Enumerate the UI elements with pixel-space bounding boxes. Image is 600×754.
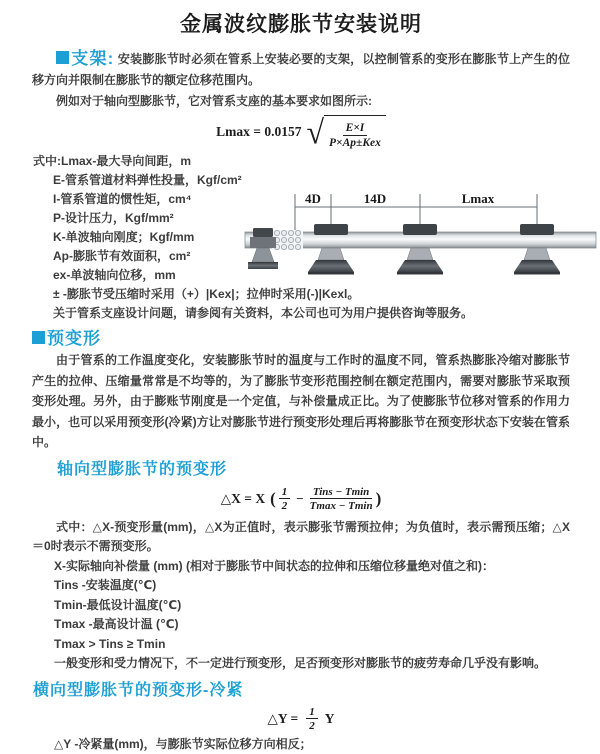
definition-line: X-实际轴向补偿量 (mm) (相对于膨胀节中间状态的拉伸和压缩位移量绝对值之和)：: [54, 558, 494, 573]
axial-heading: 轴向型膨胀节的预变形: [57, 460, 228, 478]
guide-support: [308, 224, 354, 275]
section-support: [32, 48, 570, 112]
half-fraction: $\frac{1}{2}$: [279, 486, 291, 512]
definition-line: ex-单波轴向位移，mm: [53, 268, 176, 282]
support-intro-text: 安装膨胀节时必须在管系上安装必要的支架，以控制管系的变形在膨胀节上产生的位移方向并限制在膨胀节的额定位移范围内。: [32, 52, 570, 87]
section-preform: [32, 327, 570, 453]
definition-line: Tmax > Tins ≥ Tmin: [54, 636, 166, 651]
definition-line: K-单波轴向刚度；Kgf/mm: [53, 230, 195, 244]
open-paren: (: [270, 488, 276, 508]
preform-paragraph: 由于管系的工作温度变化，安装膨胀节时的温度与工作时的温度不同，管系热膨胀冷缩对膨胀节产生的拉伸、压缩量常常是不均等的，为了膨胀节变形范围控制在额定范围内，需要对膨胀节采取预变形处理。另外，由于膨账节刚度是一个定值，与补偿量成正比。为了使膨胀节位移对管系的作用力最小，也可以采用预变形(冷紧)方让对膨胀节进行预变形处理后再将膨胀节在预变形状态下安装在管系中。: [32, 353, 570, 449]
axial-formula-lhs: △X = X: [220, 490, 266, 506]
axial-definitions: [32, 557, 570, 674]
dim-label-lmax: Lmax: [461, 191, 495, 206]
close-paren: ): [375, 488, 382, 508]
preform-heading: 预变形: [47, 329, 101, 348]
page-title: 金属波纹膨胀节安装说明: [180, 13, 422, 36]
section-bullet-icon: [32, 331, 45, 344]
section-bullet-icon: [56, 51, 69, 64]
definition-line: Tmin-最低设计温度(℃): [54, 597, 182, 612]
lateral-note: △Y -冷紧量(mm)，与膨胀节实际位移方向相反；: [54, 736, 312, 751]
half-fraction: $\frac{1}{2}$: [306, 706, 318, 732]
definition-line: 式中:Lmax-最大导向间距，m: [33, 154, 192, 168]
support-heading: 支架:: [71, 49, 115, 68]
sqrt-symbol: √: [306, 113, 325, 151]
pipe-support-diagram: [243, 186, 599, 294]
lateral-formula: [32, 705, 570, 733]
preform-heading-line: [32, 327, 570, 350]
bellows-icon: [272, 230, 303, 250]
lmax-numerator: E×I: [343, 122, 368, 136]
lmax-formula-lhs: Lmax = 0.0157: [216, 124, 302, 139]
guide-support: [397, 224, 443, 275]
minus-operator: −: [296, 490, 304, 506]
support-paragraph-2: 例如对于轴向型膨胀节，它对管系支座的基本要求如图所示:: [56, 94, 372, 108]
lmax-denominator: P×Ap±Kex: [329, 137, 381, 149]
definition-line: Ap-膨胀节有效面积，cm²: [53, 249, 191, 263]
definition-line: Tmax -最高设计温 (℃): [54, 617, 179, 631]
definition-line: Tins -安装温度(℃): [54, 578, 157, 592]
definition-line: I-管系管道的惯性矩，cm⁴: [53, 192, 192, 206]
lmax-radicand: [324, 115, 386, 150]
axial-formula-explanation: 式中：△X-预变形量(mm)，△X为正值时，表示膨张节需预拉伸；为负值时，表示需预压缩；△X＝0时表示不需预变形。: [32, 519, 570, 553]
axial-note: 一般变形和受力情况下，不一定进行预变形，足否预变形对膨胀节的疲劳寿命几乎没有影响。: [54, 656, 547, 670]
dim-label-4d: 4D: [305, 191, 321, 206]
service-note: 关于管系支座设计问题，请参阅有关资料，本公司也可为用户提供咨询等服务。: [53, 306, 474, 320]
lmax-formula: [32, 113, 570, 151]
definition-line: E-管系管道材料弹性投量，Kgf/cm²: [53, 173, 242, 187]
dim-label-14d: 14D: [363, 191, 387, 206]
axial-formula: [32, 483, 570, 515]
pm-note: ± -膨胀节受压缩时采用（+）|Kex|；拉伸时采用(-)|Kexl。: [53, 287, 360, 301]
lateral-formula-rhs: Y: [324, 710, 335, 726]
lateral-formula-lhs: △Y =: [267, 710, 299, 726]
lateral-heading: 横向型膨胀节的预变形-冷紧: [33, 681, 244, 699]
definition-line: P-设计压力，Kgf/mm²: [53, 211, 174, 225]
support-paragraph: [32, 48, 570, 91]
guide-support: [514, 224, 560, 275]
temperature-fraction: $\frac{\text{Tins − Tmin}}{Tmax - Tmin}$: [309, 485, 373, 512]
